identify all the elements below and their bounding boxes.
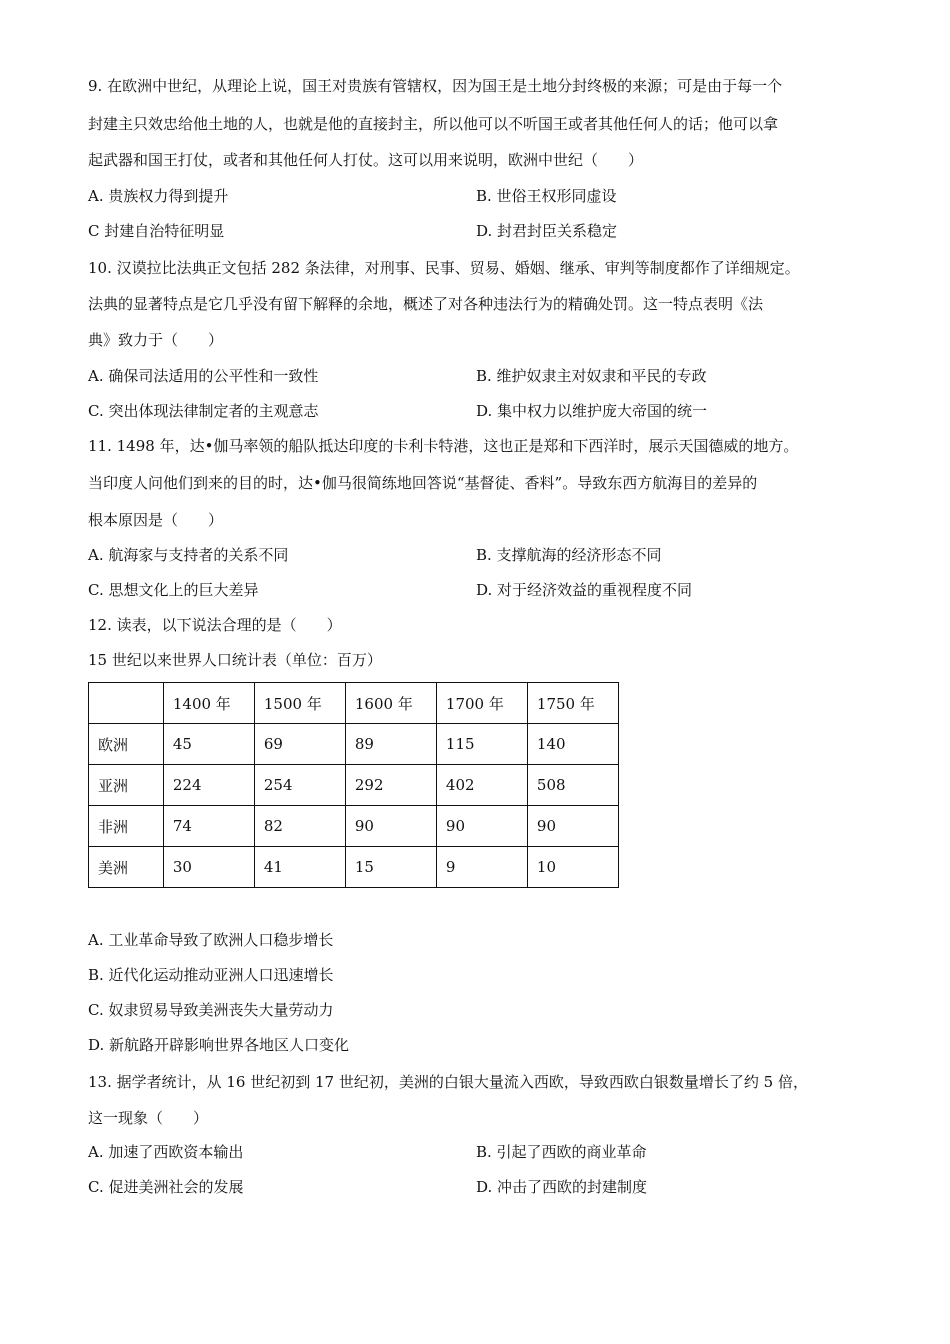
table-row (89, 806, 619, 847)
table-cell: 140 (527, 724, 618, 765)
table-cell: 224 (163, 765, 254, 806)
q10-option-c: C. 突出体现法律制定者的主观意志 (88, 402, 319, 420)
q12-stem: 12. 读表，以下说法合理的是（ ） (88, 616, 342, 634)
q10-stem-line-2: 法典的显著特点是它几乎没有留下解释的余地，概述了对各种违法行为的精确处罚。这一特点表明《法 (88, 295, 764, 313)
q12-option-c: C. 奴隶贸易导致美洲丧失大量劳动力 (88, 1001, 334, 1019)
table-cell: 90 (345, 806, 436, 847)
q11-stem-line-3: 根本原因是（ ） (88, 511, 224, 529)
q9-stem-line-1: 9. 在欧洲中世纪，从理论上说，国王对贵族有管辖权，因为国王是土地分封终极的来源；可是由于每一个 (88, 77, 783, 95)
q13-stem-line-2: 这一现象（ ） (88, 1109, 209, 1127)
table-header-cell: 1600 年 (345, 683, 436, 724)
q11-option-d: D. 对于经济效益的重视程度不同 (476, 581, 693, 599)
table-cell: 美洲 (89, 847, 164, 888)
q11-option-b: B. 支撑航海的经济形态不同 (476, 546, 662, 564)
q10-stem-line-3: 典》致力于（ ） (88, 331, 224, 349)
table-cell: 254 (254, 765, 345, 806)
table-cell: 292 (345, 765, 436, 806)
q11-option-c: C. 思想文化上的巨大差异 (88, 581, 259, 599)
table-header-cell: 1750 年 (527, 683, 618, 724)
q9-option-c: C 封建自治特征明显 (88, 222, 225, 240)
table-cell: 非洲 (89, 806, 164, 847)
table-cell: 89 (345, 724, 436, 765)
q13-option-d: D. 冲击了西欧的封建制度 (476, 1178, 648, 1196)
table-cell: 9 (436, 847, 527, 888)
q13-option-c: C. 促进美洲社会的发展 (88, 1178, 244, 1196)
table-cell: 30 (163, 847, 254, 888)
q12-option-b: B. 近代化运动推动亚洲人口迅速增长 (88, 966, 334, 984)
q9-stem-line-3: 起武器和国王打仗，或者和其他任何人打仗。这可以用来说明，欧洲中世纪（ ） (88, 151, 644, 169)
table-cell: 69 (254, 724, 345, 765)
table-cell: 508 (527, 765, 618, 806)
table-header-cell: 1400 年 (163, 683, 254, 724)
table-cell: 亚洲 (89, 765, 164, 806)
table-cell: 15 (345, 847, 436, 888)
q11-stem-line-2: 当印度人问他们到来的目的时，达•伽马很简练地回答说“基督徒、香料”。导致东西方航海目的差异的 (88, 474, 758, 492)
q13-option-a: A. 加速了西欧资本输出 (88, 1143, 244, 1161)
q12-table-title: 15 世纪以来世界人口统计表（单位：百万） (88, 651, 382, 669)
table-cell: 115 (436, 724, 527, 765)
table-cell: 402 (436, 765, 527, 806)
q9-option-b: B. 世俗王权形同虚设 (476, 187, 617, 205)
table-cell: 90 (527, 806, 618, 847)
q10-option-d: D. 集中权力以维护庞大帝国的统一 (476, 402, 708, 420)
table-header-cell: 1700 年 (436, 683, 527, 724)
table-cell: 90 (436, 806, 527, 847)
q11-stem-line-1: 11. 1498 年，达•伽马率领的船队抵达印度的卡利卡特港，这也正是郑和下西洋时，展示天国德威的地方。 (88, 437, 799, 455)
table-row (89, 765, 619, 806)
table-header-cell: 1500 年 (254, 683, 345, 724)
q10-option-a: A. 确保司法适用的公平性和一致性 (88, 367, 319, 385)
table-row (89, 724, 619, 765)
table-header-row (89, 683, 619, 724)
table-cell: 10 (527, 847, 618, 888)
table-header-cell (89, 683, 164, 724)
q13-stem-line-1: 13. 据学者统计，从 16 世纪初到 17 世纪初，美洲的白银大量流入西欧，导致西欧白银数量增长了约 5 倍， (88, 1073, 808, 1091)
q12-option-d: D. 新航路开辟影响世界各地区人口变化 (88, 1036, 350, 1054)
table-row (89, 847, 619, 888)
q13-option-b: B. 引起了西欧的商业革命 (476, 1143, 647, 1161)
population-table (88, 682, 619, 888)
q9-option-d: D. 封君封臣关系稳定 (476, 222, 618, 240)
q9-stem-line-2: 封建主只效忠给他土地的人，也就是他的直接封主，所以他可以不听国王或者其他任何人的话；他可以拿 (88, 115, 779, 133)
table-cell: 41 (254, 847, 345, 888)
table-cell: 74 (163, 806, 254, 847)
table-cell: 82 (254, 806, 345, 847)
q10-stem-line-1: 10. 汉谟拉比法典正文包括 282 条法律，对刑事、民事、贸易、婚姻、继承、审判等制度都作了详细规定。 (88, 259, 800, 277)
q12-option-a: A. 工业革命导致了欧洲人口稳步增长 (88, 931, 334, 949)
q9-option-a: A. 贵族权力得到提升 (88, 187, 229, 205)
table-cell: 45 (163, 724, 254, 765)
table-cell: 欧洲 (89, 724, 164, 765)
q11-option-a: A. 航海家与支持者的关系不同 (88, 546, 289, 564)
q10-option-b: B. 维护奴隶主对奴隶和平民的专政 (476, 367, 707, 385)
